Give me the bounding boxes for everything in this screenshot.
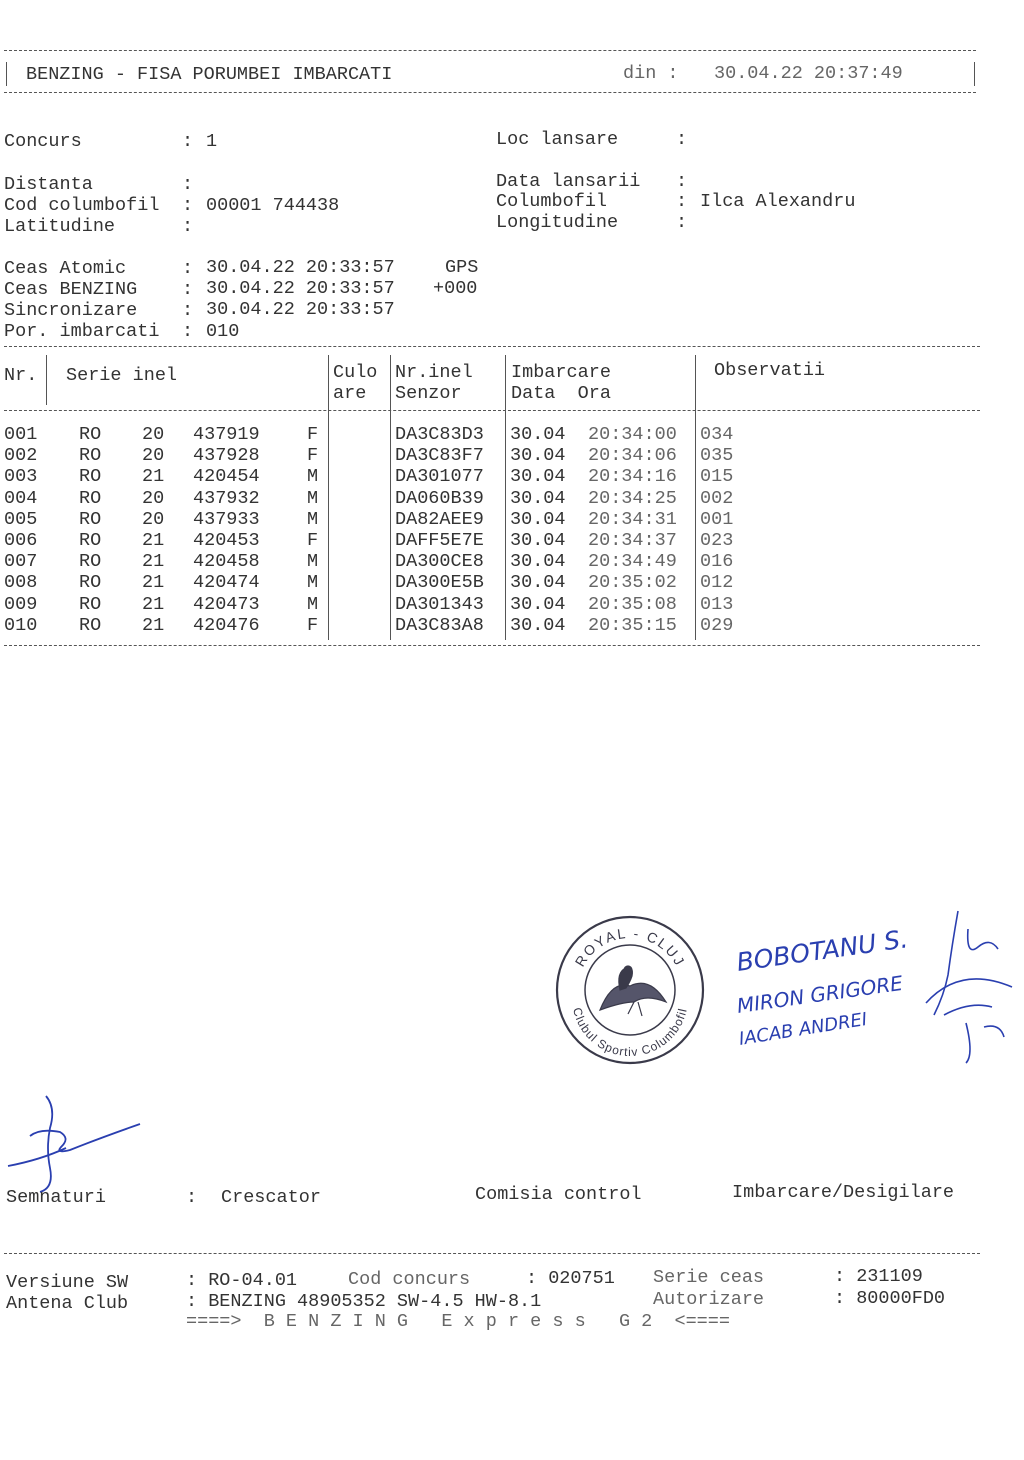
cell-senzor: DA3C83D3 [395, 424, 484, 445]
signature-name-3: IACAB ANDREI [737, 1008, 869, 1050]
footer-cod-concurs-label: Cod concurs [348, 1269, 471, 1290]
cell-senzor: DA060B39 [395, 487, 484, 509]
clock-atomic-sep: : [182, 258, 194, 279]
footer-banner: ====> B E N Z I N G E x p r e s s G 2 <==== [186, 1311, 730, 1332]
footer-cod-concurs-value: : 020751 [526, 1268, 615, 1289]
cell-nr: 010 [4, 614, 38, 636]
cell-senzor: DAFF5E7E [395, 530, 484, 551]
cell-tara: RO [79, 572, 102, 594]
clock-sync-value: 30.04.22 20:33:57 [206, 299, 395, 320]
footer-autorizare-label: Autorizare [653, 1289, 765, 1310]
clock-benzing-sep: : [182, 279, 194, 300]
cell-sex: M [307, 593, 319, 615]
header-serie-inel: Serie inel [66, 365, 178, 386]
header-top-rule [4, 50, 976, 51]
footer-rule [4, 1253, 980, 1254]
cell-an: 21 [142, 593, 165, 615]
cell-an: 21 [142, 551, 165, 573]
cell-nr: 002 [4, 445, 38, 467]
cell-data: 30.04 [510, 424, 566, 445]
basketed-count-label: Por. imbarcati [4, 321, 160, 342]
cell-obs: 002 [700, 487, 734, 509]
basketed-count-value: 010 [206, 321, 240, 342]
cell-tara: RO [79, 614, 102, 636]
cell-serie: 437932 [193, 487, 260, 509]
signature-name-2: MIRON GRIGORE [735, 970, 905, 1018]
cell-sex: M [307, 487, 319, 509]
cell-serie: 437933 [193, 508, 260, 530]
cell-obs: 001 [700, 508, 734, 530]
info-concurs-label: Concurs [4, 131, 82, 152]
cell-data: 30.04 [510, 593, 566, 615]
cell-ora: 20:34:16 [588, 466, 677, 488]
cell-data: 30.04 [510, 508, 566, 530]
cell-senzor: DA300CE8 [395, 551, 484, 573]
cell-senzor: DA301077 [395, 466, 484, 488]
cell-nr: 009 [4, 593, 38, 615]
cell-serie: 420454 [193, 466, 260, 488]
cell-sex: M [307, 466, 319, 488]
clock-benzing-value: 30.04.22 20:33:57 [206, 278, 395, 299]
cell-data: 30.04 [510, 572, 566, 594]
cell-obs: 023 [700, 530, 734, 551]
header-left-edge [6, 62, 7, 86]
info-longitudine-label: Longitudine [496, 212, 619, 233]
signature-crescator-label: Crescator [221, 1187, 321, 1208]
signature-name-1: BOBOTANU S. [734, 924, 910, 977]
commission-handwritten-signatures [730, 905, 1020, 1065]
signature-imbarcare-label: Imbarcare/Desigilare [732, 1182, 955, 1203]
clock-sync-sep: : [182, 300, 194, 321]
header-culoare-1: Culo [333, 362, 378, 383]
stamp-bottom-text: Clubul Sportiv Columbofil [569, 1005, 690, 1060]
info-distanta-sep: : [182, 174, 194, 195]
header-right-edge [974, 62, 975, 86]
cell-senzor: DA3C83F7 [395, 445, 484, 467]
footer-serie-ceas-value: : 231109 [834, 1266, 923, 1287]
cell-obs: 012 [700, 572, 734, 594]
cell-tara: RO [79, 593, 102, 615]
clock-benzing-offset: +000 [433, 278, 478, 299]
clock-atomic-label: Ceas Atomic [4, 258, 127, 279]
cell-senzor: DA301343 [395, 593, 484, 615]
cell-sex: F [307, 614, 319, 636]
cell-obs: 015 [700, 466, 734, 488]
cell-tara: RO [79, 551, 102, 573]
cell-nr: 001 [4, 424, 38, 445]
cell-serie: 437919 [193, 424, 260, 445]
cell-sex: M [307, 572, 319, 594]
info-longitudine-sep: : [676, 212, 688, 233]
cell-nr: 005 [4, 508, 38, 530]
cell-nr: 008 [4, 572, 38, 594]
info-columbofil-sep: : [676, 191, 688, 212]
info-cod-columbofil-value: 00001 744438 [206, 195, 340, 216]
cell-serie: 420476 [193, 614, 260, 636]
signature-comisia-label: Comisia control [475, 1184, 642, 1205]
cell-serie: 437928 [193, 445, 260, 467]
header-observatii: Observatii [714, 360, 826, 381]
footer-antena-value: : BENZING 48905352 SW-4.5 HW-8.1 [186, 1291, 542, 1312]
basketed-count-sep: : [182, 321, 194, 342]
header-date-value: 30.04.22 20:37:49 [714, 63, 903, 84]
clock-sync-label: Sincronizare [4, 300, 138, 321]
table-header-rule [4, 410, 980, 411]
cell-tara: RO [79, 508, 102, 530]
info-concurs-value: 1 [206, 131, 218, 152]
cell-an: 20 [142, 508, 165, 530]
col-sep-nr [46, 355, 47, 405]
cell-serie: 420453 [193, 530, 260, 551]
info-latitudine-sep: : [182, 216, 194, 237]
cell-sex: M [307, 508, 319, 530]
cell-sex: F [307, 424, 319, 445]
col-sep-imbarcare [695, 355, 696, 640]
header-culoare-2: are [333, 383, 367, 404]
stamp-top-text: ROYAL - CLUJ [571, 924, 689, 970]
footer-versiune-value: : RO-04.01 [186, 1270, 298, 1291]
cell-serie: 420474 [193, 572, 260, 594]
cell-tara: RO [79, 424, 102, 445]
cell-sex: M [307, 551, 319, 573]
cell-serie: 420458 [193, 551, 260, 573]
cell-ora: 20:34:31 [588, 508, 677, 530]
cell-ora: 20:35:02 [588, 572, 677, 594]
cell-ora: 20:34:06 [588, 445, 677, 467]
cell-data: 30.04 [510, 614, 566, 636]
cell-an: 20 [142, 487, 165, 509]
info-cod-columbofil-label: Cod columbofil [4, 195, 160, 216]
cell-sex: F [307, 530, 319, 551]
cell-ora: 20:35:15 [588, 614, 677, 636]
cell-obs: 029 [700, 614, 734, 636]
footer-autorizare-value: : 80000FD0 [834, 1288, 946, 1309]
cell-ora: 20:35:08 [588, 593, 677, 615]
info-latitudine-label: Latitudine [4, 216, 116, 237]
cell-an: 21 [142, 530, 165, 551]
cell-data: 30.04 [510, 487, 566, 509]
cell-an: 20 [142, 424, 165, 445]
cell-an: 20 [142, 445, 165, 467]
table-bottom-rule [4, 645, 980, 646]
col-sep-senzor [505, 355, 506, 640]
info-cod-columbofil-sep: : [182, 195, 194, 216]
header-nr: Nr. [4, 365, 38, 386]
header-nr-inel-1: Nr.inel [395, 362, 473, 383]
cell-nr: 006 [4, 530, 38, 551]
info-concurs-sep: : [182, 131, 194, 152]
cell-serie: 420473 [193, 593, 260, 615]
cell-data: 30.04 [510, 551, 566, 573]
info-columbofil-label: Columbofil [496, 191, 608, 212]
cell-ora: 20:34:25 [588, 487, 677, 509]
cell-ora: 20:34:00 [588, 424, 677, 445]
cell-obs: 016 [700, 551, 734, 573]
cell-obs: 035 [700, 445, 734, 467]
club-stamp [550, 910, 710, 1070]
info-data-lansarii-label: Data lansarii [496, 171, 641, 192]
info-loc-lansare-sep: : [676, 129, 688, 150]
signatures-sep: : [186, 1187, 198, 1208]
footer-antena-label: Antena Club [6, 1293, 129, 1314]
signature-scribbles [926, 911, 1012, 1063]
header-bottom-rule [4, 92, 976, 93]
cell-tara: RO [79, 530, 102, 551]
cell-tara: RO [79, 445, 102, 467]
cell-data: 30.04 [510, 466, 566, 488]
header-nr-inel-2: Senzor [395, 383, 462, 404]
clock-atomic-value: 30.04.22 20:33:57 [206, 257, 395, 278]
footer-versiune-label: Versiune SW [6, 1272, 129, 1293]
cell-obs: 034 [700, 424, 734, 445]
breeder-signature-scribble [0, 1088, 150, 1193]
document-title: BENZING - FISA PORUMBEI IMBARCATI [26, 64, 393, 85]
cell-nr: 003 [4, 466, 38, 488]
cell-an: 21 [142, 466, 165, 488]
cell-obs: 013 [700, 593, 734, 615]
col-sep-culoare [390, 355, 391, 640]
cell-an: 21 [142, 572, 165, 594]
col-sep-serie [328, 355, 329, 640]
footer-serie-ceas-label: Serie ceas [653, 1267, 765, 1288]
header-date-label: din : [623, 63, 679, 84]
cell-senzor: DA3C83A8 [395, 614, 484, 636]
cell-sex: F [307, 445, 319, 467]
cell-tara: RO [79, 466, 102, 488]
info-loc-lansare-label: Loc lansare [496, 129, 619, 150]
cell-ora: 20:34:37 [588, 530, 677, 551]
table-top-rule [4, 346, 980, 347]
cell-senzor: DA300E5B [395, 572, 484, 594]
pigeon-emblem-icon [600, 966, 666, 1016]
cell-ora: 20:34:49 [588, 551, 677, 573]
cell-nr: 007 [4, 551, 38, 573]
header-imbarcare-2: Data Ora [511, 383, 611, 404]
cell-data: 30.04 [510, 530, 566, 551]
cell-nr: 004 [4, 487, 38, 509]
clock-atomic-source: GPS [445, 257, 479, 278]
cell-senzor: DA82AEE9 [395, 508, 484, 530]
cell-tara: RO [79, 487, 102, 509]
header-imbarcare-1: Imbarcare [511, 362, 611, 383]
info-distanta-label: Distanta [4, 174, 93, 195]
info-data-lansarii-sep: : [676, 171, 688, 192]
info-columbofil-value: Ilca Alexandru [700, 191, 856, 212]
clock-benzing-label: Ceas BENZING [4, 279, 138, 300]
cell-an: 21 [142, 614, 165, 636]
cell-data: 30.04 [510, 445, 566, 467]
signatures-label: Semnaturi [6, 1187, 106, 1208]
